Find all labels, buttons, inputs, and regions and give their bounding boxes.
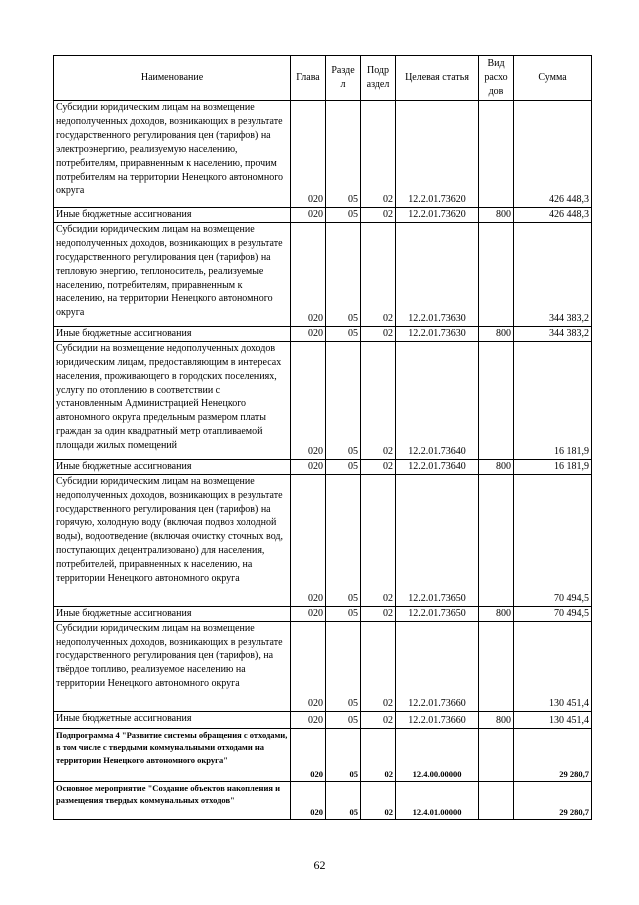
row-chapter: 020 <box>291 728 326 781</box>
row-target: 12.2.01.73630 <box>396 222 479 326</box>
row-target: 12.2.01.73620 <box>396 101 479 208</box>
row-amount: 70 494,5 <box>514 606 592 621</box>
row-name: Субсидии юридическим лицам на возмещение недополученных доходов, возникающих в результате государственного регулирования цен (тарифов) на горячую, холодную воду (включая подвоз холодной воды), водоотведение (включая очистку сточных вод, поступающих децентрализовано) для населения, потребителей, приравненных к населению, на территории Ненецкого автономного округа <box>54 474 291 606</box>
row-subsection: 02 <box>361 459 396 474</box>
row-kind <box>479 101 514 208</box>
row-kind: 800 <box>479 208 514 223</box>
page-number: 62 <box>313 858 326 872</box>
row-section: 05 <box>326 101 361 208</box>
row-subsection: 02 <box>361 341 396 459</box>
row-name: Подпрограмма 4 "Развитие системы обращения с отходами, в том числе с твердыми коммунальными отходами на территории Ненецкого автономного округа" <box>54 728 291 781</box>
header-amount: Сумма <box>514 56 592 101</box>
row-amount: 130 451,4 <box>514 711 592 728</box>
row-subsection: 02 <box>361 728 396 781</box>
row-kind <box>479 781 514 819</box>
row-chapter: 020 <box>291 341 326 459</box>
row-section: 05 <box>326 222 361 326</box>
header-target: Целевая статья <box>396 56 479 101</box>
row-kind <box>479 341 514 459</box>
row-subsection: 02 <box>361 474 396 606</box>
row-target: 12.2.01.73640 <box>396 341 479 459</box>
row-kind: 800 <box>479 606 514 621</box>
row-kind <box>479 621 514 711</box>
header-kind: Вид расхо дов <box>479 56 514 101</box>
row-name: Иные бюджетные ассигнования <box>54 606 291 621</box>
table-row <box>54 101 592 208</box>
row-target: 12.2.01.73660 <box>396 711 479 728</box>
row-section: 05 <box>326 474 361 606</box>
row-amount: 29 280,7 <box>514 728 592 781</box>
row-chapter: 020 <box>291 474 326 606</box>
row-section: 05 <box>326 621 361 711</box>
row-section: 05 <box>326 606 361 621</box>
row-name: Иные бюджетные ассигнования <box>54 459 291 474</box>
row-kind <box>479 474 514 606</box>
row-target: 12.2.01.73660 <box>396 621 479 711</box>
table-row <box>54 222 592 326</box>
row-name: Субсидии юридическим лицам на возмещение недополученных доходов, возникающих в результате государственного регулирования цен (тарифов) на тепловую энергию, теплоноситель, реализуемые населению, потребителям, приравненным к населению, на территории Ненецкого автономного округа <box>54 222 291 326</box>
row-name: Субсидии юридическим лицам на возмещение недополученных доходов, возникающих в результате государственного регулирования цен (тарифов), на твёрдое топливо, реализуемое населению на территории Ненецкого автономного округа <box>54 621 291 711</box>
header-section: Разде л <box>326 56 361 101</box>
budget-table <box>53 55 592 820</box>
row-subsection: 02 <box>361 326 396 341</box>
row-amount: 70 494,5 <box>514 474 592 606</box>
row-chapter: 020 <box>291 781 326 819</box>
row-section: 05 <box>326 781 361 819</box>
row-subsection: 02 <box>361 606 396 621</box>
table-row <box>54 711 592 728</box>
table-row <box>54 208 592 223</box>
row-name: Иные бюджетные ассигнования <box>54 326 291 341</box>
row-target: 12.2.01.73650 <box>396 474 479 606</box>
row-subsection: 02 <box>361 621 396 711</box>
table-row <box>54 459 592 474</box>
row-target: 12.2.01.73620 <box>396 208 479 223</box>
row-chapter: 020 <box>291 459 326 474</box>
table-row <box>54 474 592 606</box>
row-section: 05 <box>326 208 361 223</box>
row-subsection: 02 <box>361 208 396 223</box>
row-kind <box>479 728 514 781</box>
row-name: Иные бюджетные ассигнования <box>54 711 291 728</box>
table-row <box>54 621 592 711</box>
row-section: 05 <box>326 728 361 781</box>
row-name: Иные бюджетные ассигнования <box>54 208 291 223</box>
row-amount: 16 181,9 <box>514 459 592 474</box>
row-target: 12.4.00.00000 <box>396 728 479 781</box>
row-name: Субсидии на возмещение недополученных доходов юридическим лицам, предоставляющим в интересах населения, проживающего в городских поселениях, услугу по отоплению в соответствии с установленным Администрацией Ненецкого автономного округа предельным размером платы граждан за один квадратный метр отапливаемой площади жилых помещений <box>54 341 291 459</box>
row-kind: 800 <box>479 711 514 728</box>
row-kind: 800 <box>479 326 514 341</box>
row-subsection: 02 <box>361 711 396 728</box>
row-subsection: 02 <box>361 101 396 208</box>
table-header-row <box>54 56 592 101</box>
row-target: 12.2.01.73630 <box>396 326 479 341</box>
table-row <box>54 781 592 819</box>
row-kind <box>479 222 514 326</box>
row-name: Субсидии юридическим лицам на возмещение недополученных доходов, возникающих в результате государственного регулирования цен (тарифов) на электроэнергию, реализуемую населению, потребителям, приравненным к населению, прочим потребителям на территории Ненецкого автономного округа <box>54 101 291 208</box>
row-amount: 344 383,2 <box>514 326 592 341</box>
row-chapter: 020 <box>291 101 326 208</box>
row-target: 12.2.01.73640 <box>396 459 479 474</box>
row-kind: 800 <box>479 459 514 474</box>
row-subsection: 02 <box>361 222 396 326</box>
row-section: 05 <box>326 711 361 728</box>
row-name: Основное мероприятие "Создание объектов накопления и размещения твердых коммунальных отходов" <box>54 781 291 819</box>
row-section: 05 <box>326 459 361 474</box>
table-row <box>54 606 592 621</box>
table-row <box>54 728 592 781</box>
row-chapter: 020 <box>291 222 326 326</box>
row-amount: 130 451,4 <box>514 621 592 711</box>
header-subsection: Подр аздел <box>361 56 396 101</box>
header-chapter: Глава <box>291 56 326 101</box>
row-target: 12.4.01.00000 <box>396 781 479 819</box>
row-chapter: 020 <box>291 606 326 621</box>
row-chapter: 020 <box>291 711 326 728</box>
row-subsection: 02 <box>361 781 396 819</box>
row-chapter: 020 <box>291 326 326 341</box>
row-amount: 426 448,3 <box>514 208 592 223</box>
row-section: 05 <box>326 341 361 459</box>
row-section: 05 <box>326 326 361 341</box>
header-name: Наименование <box>54 56 291 101</box>
row-chapter: 020 <box>291 621 326 711</box>
table-row <box>54 341 592 459</box>
row-amount: 426 448,3 <box>514 101 592 208</box>
row-amount: 16 181,9 <box>514 341 592 459</box>
row-amount: 29 280,7 <box>514 781 592 819</box>
row-chapter: 020 <box>291 208 326 223</box>
table-row <box>54 326 592 341</box>
row-amount: 344 383,2 <box>514 222 592 326</box>
row-target: 12.2.01.73650 <box>396 606 479 621</box>
